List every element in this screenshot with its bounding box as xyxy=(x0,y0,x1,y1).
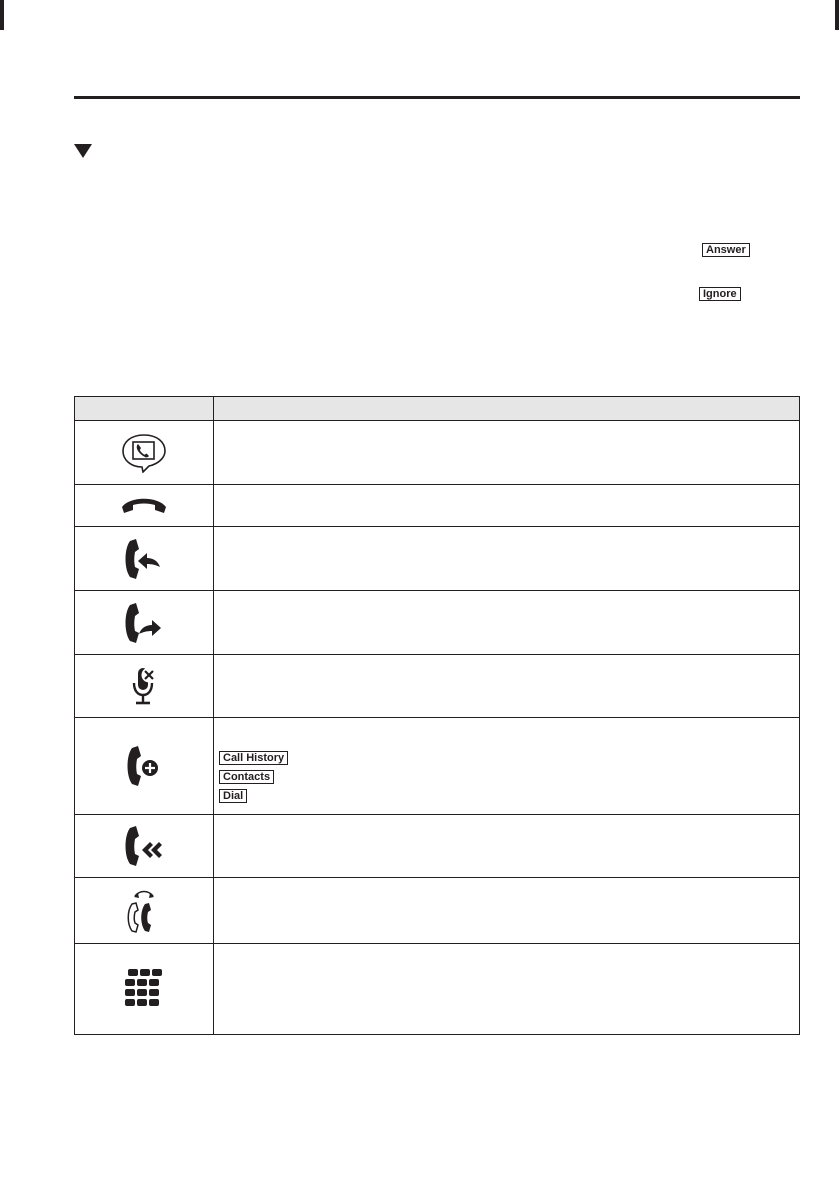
call-transfer-to-car-icon xyxy=(124,601,164,645)
icon-cell xyxy=(75,655,214,718)
add-call-icon xyxy=(126,744,162,788)
table-row xyxy=(75,527,800,591)
description-cell xyxy=(214,815,800,878)
table-row xyxy=(75,485,800,527)
call-back-icon xyxy=(124,824,164,868)
icon-table xyxy=(74,396,800,1035)
keypad-icon xyxy=(122,968,166,1010)
table-row xyxy=(75,655,800,718)
table-header-row xyxy=(75,397,800,421)
description-cell xyxy=(214,591,800,655)
description-cell xyxy=(214,944,800,1035)
message-phone-icon xyxy=(121,433,167,473)
icon-cell xyxy=(75,591,214,655)
table-row xyxy=(75,718,800,815)
icon-cell xyxy=(75,527,214,591)
ignore-label: Ignore xyxy=(699,287,741,301)
table-row xyxy=(75,944,800,1035)
description-cell xyxy=(214,485,800,527)
icon-cell xyxy=(75,944,214,1035)
add-call-options xyxy=(214,728,799,805)
header-icon xyxy=(75,397,214,421)
swap-calls-icon xyxy=(126,887,162,935)
table-row xyxy=(75,815,800,878)
end-call-icon xyxy=(120,494,168,518)
call-transfer-to-phone-icon xyxy=(124,537,164,581)
table-row xyxy=(75,878,800,944)
description-cell xyxy=(214,718,800,815)
section-marker-icon xyxy=(74,144,92,158)
page-edge-rule-right xyxy=(835,0,839,30)
icon-cell xyxy=(75,878,214,944)
icon-cell xyxy=(75,485,214,527)
table-row xyxy=(75,591,800,655)
description-cell xyxy=(214,421,800,485)
description-cell xyxy=(214,878,800,944)
header-function xyxy=(214,397,800,421)
call-history-label: Call History xyxy=(219,751,288,765)
icon-cell xyxy=(75,718,214,815)
icon-cell xyxy=(75,421,214,485)
dial-label: Dial xyxy=(219,789,247,803)
description-cell xyxy=(214,527,800,591)
page-edge-rule-left xyxy=(0,0,4,30)
answer-label: Answer xyxy=(702,243,750,257)
icon-cell xyxy=(75,815,214,878)
description-cell xyxy=(214,655,800,718)
table-row xyxy=(75,421,800,485)
mute-microphone-icon xyxy=(129,665,159,707)
header-rule xyxy=(74,96,800,99)
contacts-label: Contacts xyxy=(219,770,274,784)
